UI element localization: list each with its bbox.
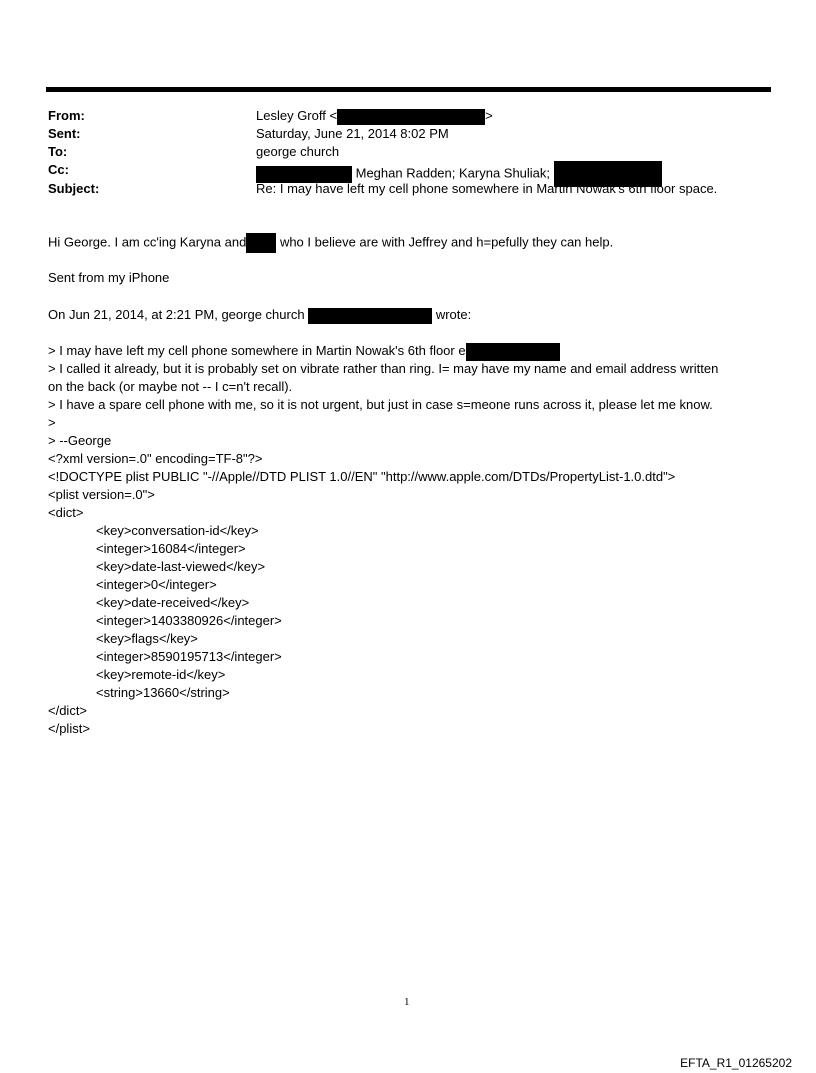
plist-value: <integer>16084</integer>	[96, 541, 246, 556]
dict-close: </dict>	[48, 703, 88, 718]
plist-close: </plist>	[48, 721, 90, 736]
from-label: From:	[48, 108, 85, 123]
quote-intro-part1: On Jun 21, 2014, at 2:21 PM, george church	[48, 307, 305, 322]
quote-intro-line	[48, 306, 471, 324]
redaction-block	[337, 109, 485, 125]
quote-intro-part2: wrote:	[435, 307, 472, 322]
plist-open: <plist version=.0">	[48, 487, 155, 502]
quoted-line	[48, 342, 560, 361]
plist-value: <integer>8590195713</integer>	[96, 649, 282, 664]
xml-declaration: <?xml version=.0" encoding=TF-8"?>	[48, 451, 263, 466]
signature-line: Sent from my iPhone	[48, 270, 170, 285]
plist-value: <integer>1403380926</integer>	[96, 613, 282, 628]
page-number: 1	[404, 996, 410, 1008]
redaction-block	[466, 343, 560, 361]
greeting-line	[48, 233, 613, 253]
xml-doctype: <!DOCTYPE plist PUBLIC "-//Apple//DTD PLIST 1.0//EN" "http://www.apple.com/DTDs/PropertyList-1.0.dtd">	[48, 469, 676, 484]
plist-value: <string>13660</string>	[96, 685, 230, 700]
sent-label: Sent:	[48, 126, 81, 141]
from-open-bracket: <	[329, 108, 338, 123]
header-divider	[46, 87, 771, 92]
greeting-part2: who I believe are with Jeffrey and h=pefully they can help.	[279, 234, 614, 250]
plist-key: <key>date-last-viewed</key>	[96, 559, 266, 574]
quoted-line-1: > I may have left my cell phone somewhere in Martin Nowak's 6th floor e	[48, 343, 466, 358]
cc-names: Meghan Radden; Karyna Shuliak;	[355, 165, 551, 181]
from-close-bracket: >	[485, 108, 493, 123]
from-name: Lesley Groff	[256, 108, 326, 123]
document-id: EFTA_R1_01265202	[680, 1056, 792, 1070]
greeting-part1: Hi George. I am cc'ing Karyna and	[48, 234, 247, 250]
redaction-block	[246, 233, 276, 253]
sent-value: Saturday, June 21, 2014 8:02 PM	[256, 126, 449, 141]
to-value: george church	[256, 144, 340, 159]
quoted-line-3: on the back (or maybe not -- I c=n't recall).	[48, 379, 293, 394]
quoted-line-4: > I have a spare cell phone with me, so it is not urgent, but just in case s=meone runs across it, please let me know.	[48, 397, 713, 412]
quoted-line-5: >	[48, 415, 56, 430]
subject-label: Subject:	[48, 181, 100, 196]
plist-value: <integer>0</integer>	[96, 577, 217, 592]
quoted-line-6: > --George	[48, 433, 112, 448]
from-value	[256, 107, 493, 125]
quoted-line-2: > I called it already, but it is probably set on vibrate rather than ring. I= may have my name and email address written	[48, 361, 719, 376]
cc-label: Cc:	[48, 162, 69, 177]
redaction-block	[308, 308, 432, 324]
plist-key: <key>conversation-id</key>	[96, 523, 259, 538]
plist-key: <key>flags</key>	[96, 631, 198, 646]
dict-open: <dict>	[48, 505, 84, 520]
subject-value: Re: I may have left my cell phone somewhere in Martin Nowak's 6th floor space.	[256, 181, 718, 196]
plist-key: <key>date-received</key>	[96, 595, 250, 610]
to-label: To:	[48, 144, 68, 159]
plist-key: <key>remote-id</key>	[96, 667, 226, 682]
